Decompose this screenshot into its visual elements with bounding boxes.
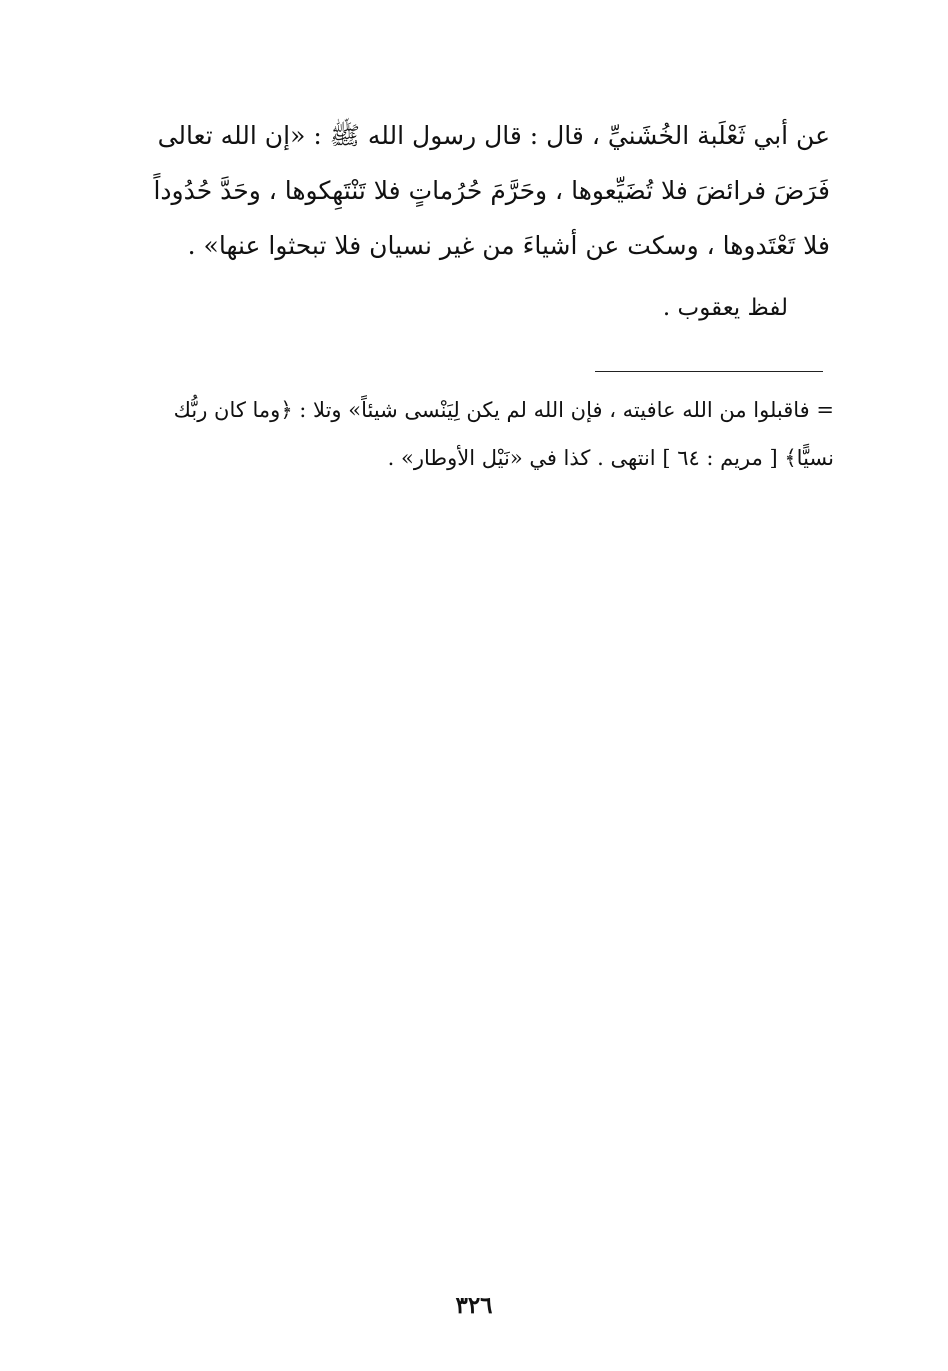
hadith-line-1: عن أبي ثَعْلَبة الخُشَنيِّ ، قال : قال رسول الله ﷺ : «إن الله تعالى xyxy=(157,121,830,150)
hadith-text xyxy=(112,108,830,273)
page-number: ٣٢٦ xyxy=(455,1292,493,1319)
footnote xyxy=(112,386,834,482)
hadith-line-3: فلا تَعْتَدوها ، وسكت عن أشياءَ من غير نسيان فلا تبحثوا عنها» . xyxy=(187,231,830,260)
footnote-divider xyxy=(595,371,823,372)
footnote-line-1: = فاقبلوا من الله عافيته ، فإن الله لم يكن لِيَنْسى شيئاً» وتلا : ﴿وما كان ربُّك xyxy=(173,398,834,422)
footnote-line-2: نسيًّا﴾ [ مريم : ٦٤ ] انتهى . كذا في «نَيْل الأوطار» . xyxy=(387,446,834,470)
hadith-line-2: فَرَضَ فرائضَ فلا تُضَيِّعوها ، وحَرَّمَ حُرُماتٍ فلا تَنْتَهِكوها ، وحَدَّ حُدُوداً xyxy=(153,176,830,205)
attribution-note: لفظ يعقوب . xyxy=(662,295,788,321)
